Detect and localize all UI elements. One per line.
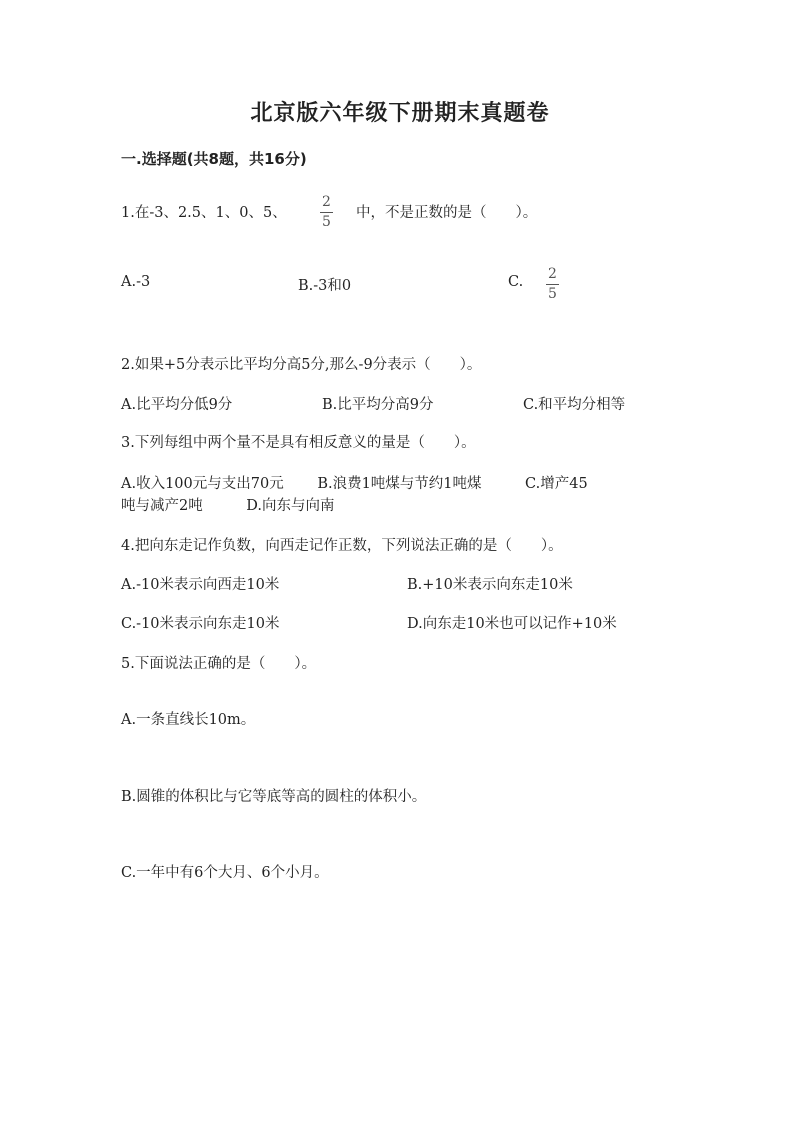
q3-stem: 3.下列每组中两个量不是具有相反意义的量是（ ）。: [121, 435, 476, 451]
q4-option-a: A.-10米表示向西走10米: [121, 577, 280, 593]
q1-c-frac-denominator: 5: [548, 286, 557, 302]
q4-option-d: D.向东走10米也可以记作+10米: [407, 616, 617, 632]
q1-stem-before: 1.在-3、2.5、1、0、5、: [121, 205, 287, 221]
q5-option-c: C.一年中有6个大月、6个小月。: [121, 865, 329, 881]
q5-option-b: B.圆锥的体积比与它等底等高的圆柱的体积小。: [121, 789, 427, 805]
q4-stem: 4.把向东走记作负数，向西走记作正数，下列说法正确的是（ ）。: [121, 538, 563, 554]
q3-options-line1: A.收入100元与支出70元 B.浪费1吨煤与节约1吨煤 C.增产45: [121, 476, 588, 492]
q1-option-c: C.: [508, 274, 524, 290]
q1-fraction: [320, 194, 333, 231]
q2-option-c: C.和平均分相等: [523, 397, 626, 413]
page-title: 北京版六年级下册期末真题卷: [250, 101, 550, 126]
q1-c-frac-numerator: 2: [548, 266, 557, 282]
q1-option-b: B.-3和0: [298, 278, 352, 294]
q5-stem: 5.下面说法正确的是（ ）。: [121, 656, 317, 672]
q1-stem-after: 中，不是正数的是（ ）。: [356, 205, 538, 221]
q2-option-b: B.比平均分高9分: [322, 397, 434, 413]
q3-options-line2: 吨与减产2吨 D.向东与向南: [121, 498, 335, 514]
q1-option-c-fraction: [546, 266, 559, 303]
section-heading: 一.选择题(共8题，共16分): [121, 150, 307, 168]
fraction-bar: [546, 284, 559, 285]
q1-option-a: A.-3: [121, 274, 151, 290]
q1-frac-numerator: 2: [322, 194, 331, 210]
q2-option-a: A.比平均分低9分: [121, 397, 233, 413]
q5-option-a: A.一条直线长10m。: [121, 712, 256, 728]
q4-option-b: B.+10米表示向东走10米: [407, 577, 573, 593]
fraction-bar: [320, 212, 333, 213]
q2-stem: 2.如果+5分表示比平均分高5分,那么-9分表示（ ）。: [121, 357, 482, 373]
q4-option-c: C.-10米表示向东走10米: [121, 616, 280, 632]
q1-frac-denominator: 5: [322, 214, 331, 230]
